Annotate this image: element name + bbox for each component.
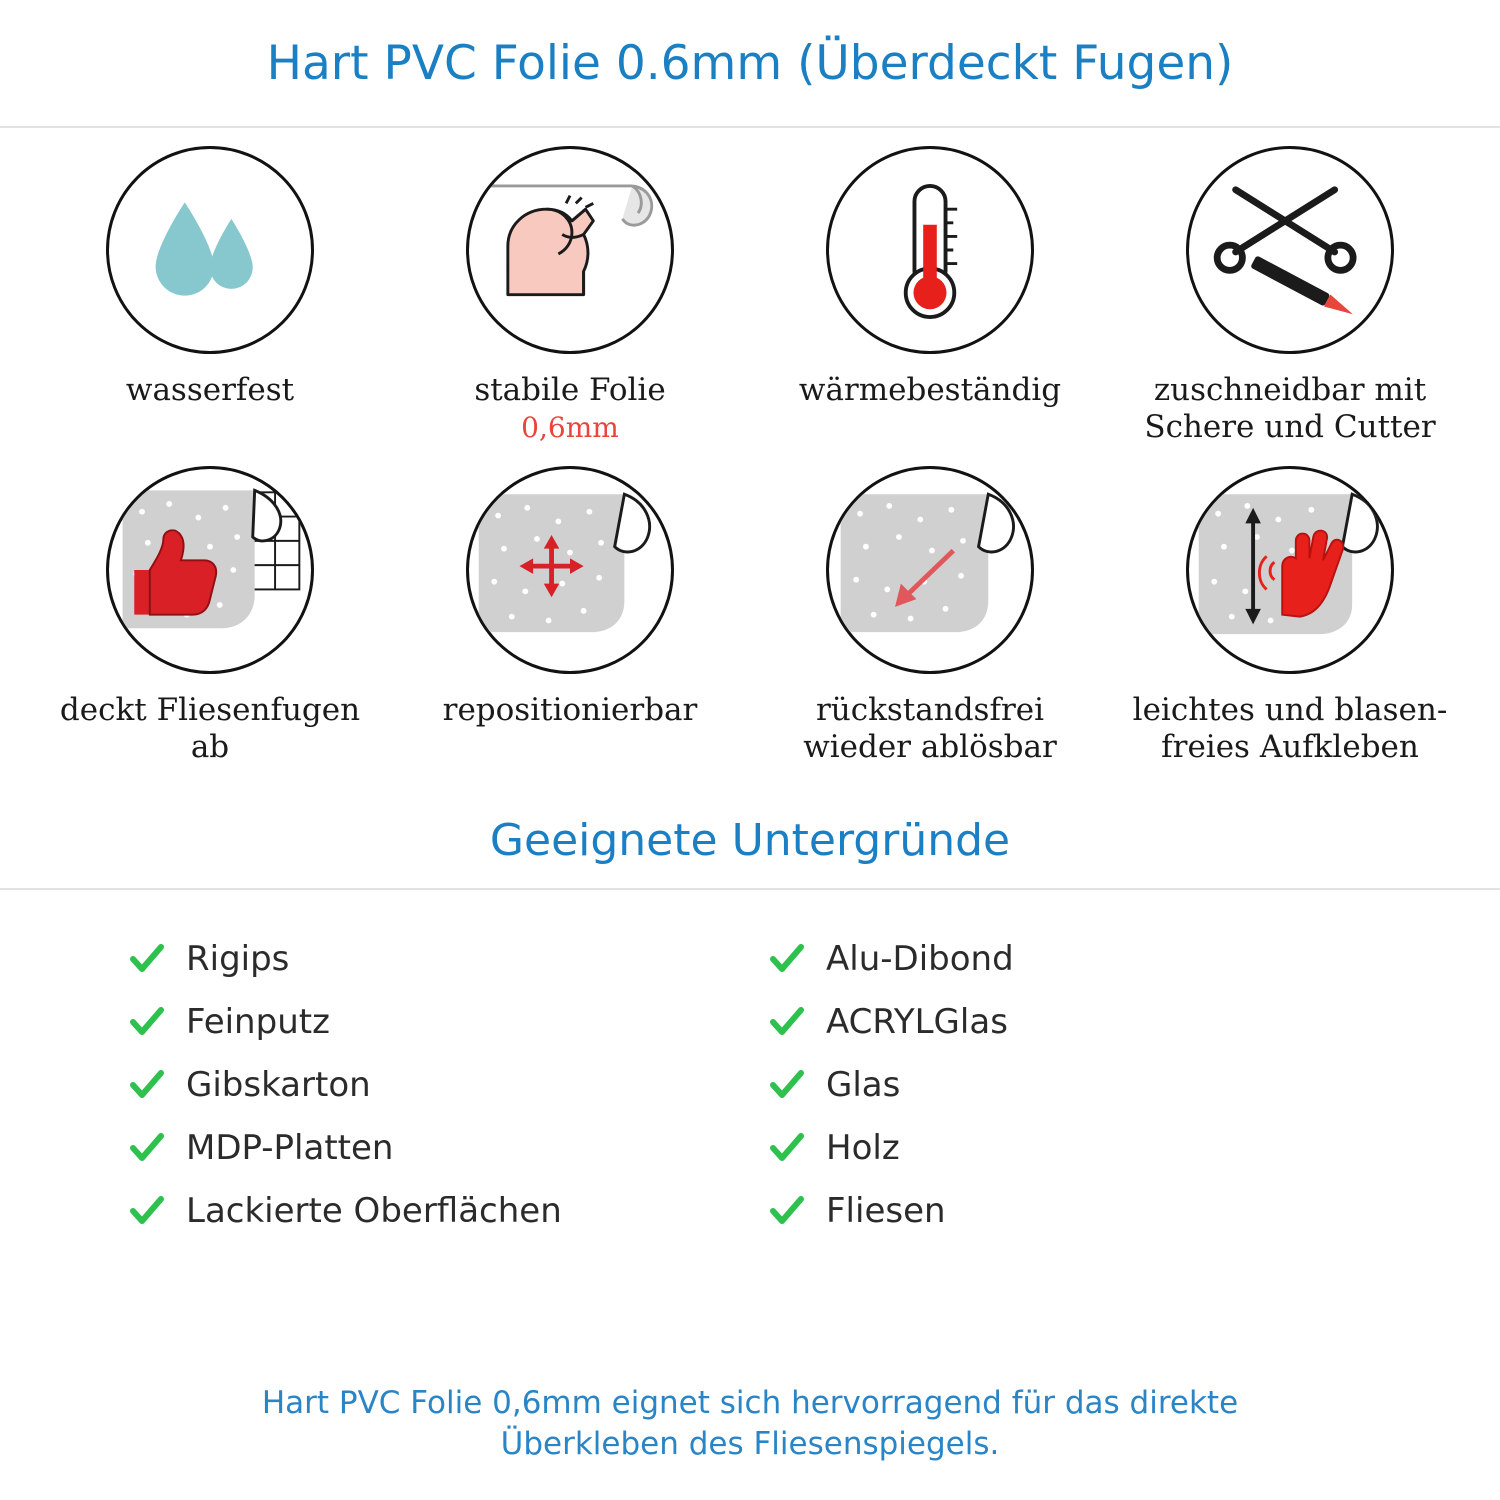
list-item-label: Holz [826,1128,900,1168]
peel-off-arrow-icon [826,466,1034,674]
list-item-label: Lackierte Oberflächen [186,1191,562,1231]
list-item [770,1121,1370,1175]
list-item [130,995,730,1049]
feature-repositionierbar [390,466,750,786]
feature-stabile-folie [390,146,750,466]
check-icon [130,942,164,976]
substrate-column-left [130,932,730,1238]
feature-label: wasserfest [125,372,295,408]
feature-label: deckt Fliesenfugen ab [59,692,361,765]
list-item [770,1184,1370,1238]
check-icon [770,942,804,976]
list-item [770,1058,1370,1112]
feature-label: repositionierbar [442,692,698,728]
section-title: Geeignete Untergründe [489,814,1011,866]
check-icon [130,1131,164,1165]
check-icon [770,1194,804,1228]
list-item-label: Fliesen [826,1191,946,1231]
feature-sublabel: 0,6mm [521,410,619,444]
list-item-label: Alu-Dibond [826,939,1014,979]
check-icon [130,1068,164,1102]
feature-zuschneidbar [1110,146,1470,466]
water-drops-icon [106,146,314,354]
footer-line-1: Hart PVC Folie 0,6mm eignet sich hervorragend für das direkte [261,1385,1239,1422]
footer-note [0,1383,1500,1464]
list-item-label: MDP-Platten [186,1128,394,1168]
list-item-label: Feinputz [186,1002,330,1042]
footer-line-2: Überkleben des Fliesenspiegels. [500,1425,1000,1462]
header [0,0,1500,128]
feature-wasserfest [30,146,390,466]
feature-label: wärmebeständig [798,372,1062,408]
list-item [130,932,730,986]
list-item-label: Rigips [186,939,290,979]
feature-fliesenfugen [30,466,390,786]
list-item-label: Gibskarton [186,1065,371,1105]
reposition-arrows-icon [466,466,674,674]
check-icon [770,1068,804,1102]
subtitle-band [0,792,1500,890]
check-icon [770,1005,804,1039]
list-item-label: ACRYLGlas [826,1002,1008,1042]
flexed-arm-foil-icon [466,146,674,354]
substrate-column-right [770,932,1370,1238]
list-item [770,995,1370,1049]
feature-waermebestaendig [750,146,1110,466]
thermometer-icon [826,146,1034,354]
scissors-cutter-icon [1186,146,1394,354]
page-title: Hart PVC Folie 0.6mm (Überdeckt Fugen) [266,35,1234,91]
feature-label: leichtes und blasen-freies Aufkleben [1132,692,1448,765]
feature-rueckstandsfrei [750,466,1110,786]
check-icon [770,1131,804,1165]
feature-label: stabile Folie [474,372,666,408]
hand-smoothing-icon [1186,466,1394,674]
thumbs-up-tiles-icon [106,466,314,674]
list-item-label: Glas [826,1065,901,1105]
list-item [130,1184,730,1238]
list-item [770,932,1370,986]
feature-aufkleben [1110,466,1470,786]
check-icon [130,1005,164,1039]
list-item [130,1121,730,1175]
check-icon [130,1194,164,1228]
feature-label: rückstandsfrei wieder ablösbar [803,692,1057,765]
substrate-lists [0,890,1500,1238]
list-item [130,1058,730,1112]
feature-grid [0,128,1500,786]
feature-label: zuschneidbar mit Schere und Cutter [1144,372,1436,445]
